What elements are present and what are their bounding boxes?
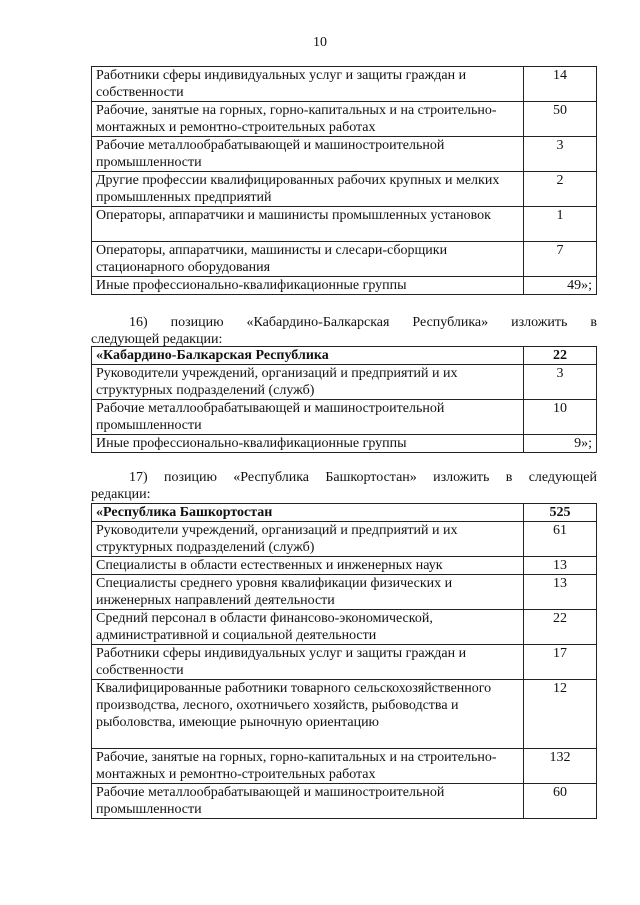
region-total: 525 xyxy=(524,504,597,522)
row-value: 12 xyxy=(524,680,597,749)
region-name: «Республика Башкортостан xyxy=(92,504,524,522)
table-row xyxy=(92,137,597,172)
table-row xyxy=(92,365,597,400)
row-label: Рабочие металлообрабатывающей и машиностроительной промышленности xyxy=(92,137,524,172)
table-row xyxy=(92,102,597,137)
table-row xyxy=(92,645,597,680)
item-17-paragraph xyxy=(91,469,597,503)
table-row xyxy=(92,207,597,242)
occupation-table-top xyxy=(91,66,597,295)
table-row xyxy=(92,784,597,819)
row-label: Работники сферы индивидуальных услуг и защиты граждан и собственности xyxy=(92,645,524,680)
row-label: Иные профессионально-квалификационные группы xyxy=(92,435,524,453)
table-row xyxy=(92,522,597,557)
row-value: 3 xyxy=(524,365,597,400)
table-header-row xyxy=(92,504,597,522)
table-header-row xyxy=(92,347,597,365)
row-label: Рабочие, занятые на горных, горно-капитальных и на строительно-монтажных и ремонтно-строительных работах xyxy=(92,102,524,137)
table-row xyxy=(92,400,597,435)
table-row xyxy=(92,67,597,102)
item-16-line-1: 16) позицию «Кабардино-Балкарская Республика» изложить в xyxy=(129,315,597,330)
row-value: 49»; xyxy=(524,277,597,295)
table-row xyxy=(92,680,597,749)
table-row xyxy=(92,435,597,453)
row-label: Специалисты среднего уровня квалификации физических и инженерных направлений деятельности xyxy=(92,575,524,610)
row-value: 17 xyxy=(524,645,597,680)
row-label: Рабочие металлообрабатывающей и машиностроительной промышленности xyxy=(92,784,524,819)
item-16-paragraph xyxy=(91,314,597,348)
row-value: 14 xyxy=(524,67,597,102)
table-row xyxy=(92,749,597,784)
table-row xyxy=(92,575,597,610)
table-row xyxy=(92,277,597,295)
row-value: 13 xyxy=(524,557,597,575)
row-value: 10 xyxy=(524,400,597,435)
row-label: Средний персонал в области финансово-экономической, административной и социальной деятельности xyxy=(92,610,524,645)
row-value: 3 xyxy=(524,137,597,172)
table-row xyxy=(92,242,597,277)
row-value: 50 xyxy=(524,102,597,137)
row-value: 13 xyxy=(524,575,597,610)
row-value: 132 xyxy=(524,749,597,784)
item-16-line-2: следующей редакции: xyxy=(91,332,223,347)
row-label: Рабочие металлообрабатывающей и машиностроительной промышленности xyxy=(92,400,524,435)
row-value: 9»; xyxy=(524,435,597,453)
table-row xyxy=(92,172,597,207)
row-label: Рабочие, занятые на горных, горно-капитальных и на строительно-монтажных и ремонтно-строительных работах xyxy=(92,749,524,784)
bashkortostan-table xyxy=(91,503,597,819)
row-label: Операторы, аппаратчики, машинисты и слесари-сборщики стационарного оборудования xyxy=(92,242,524,277)
table-row xyxy=(92,557,597,575)
row-value: 61 xyxy=(524,522,597,557)
row-label: Руководители учреждений, организаций и предприятий и их структурных подразделений (служб) xyxy=(92,522,524,557)
row-value: 60 xyxy=(524,784,597,819)
row-value: 22 xyxy=(524,610,597,645)
row-value: 1 xyxy=(524,207,597,242)
region-total: 22 xyxy=(524,347,597,365)
kabardino-balkaria-table xyxy=(91,346,597,453)
table-row xyxy=(92,610,597,645)
row-label: Специалисты в области естественных и инженерных наук xyxy=(92,557,524,575)
page-number: 10 xyxy=(313,35,327,50)
region-name: «Кабардино-Балкарская Республика xyxy=(92,347,524,365)
item-17-line-2: редакции: xyxy=(91,487,151,502)
row-value: 7 xyxy=(524,242,597,277)
row-label: Работники сферы индивидуальных услуг и защиты граждан и собственности xyxy=(92,67,524,102)
item-17-line-1: 17) позицию «Республика Башкортостан» изложить в следующей xyxy=(129,470,597,485)
row-label: Иные профессионально-квалификационные группы xyxy=(92,277,524,295)
row-label: Другие профессии квалифицированных рабочих крупных и мелких промышленных предприятий xyxy=(92,172,524,207)
row-value: 2 xyxy=(524,172,597,207)
row-label: Операторы, аппаратчики и машинисты промышленных установок xyxy=(92,207,524,242)
row-label: Квалифицированные работники товарного сельскохозяйственного производства, лесного, охотничьего хозяйств, рыбоводства и рыболовства, имеющие рыночную ориентацию xyxy=(92,680,524,749)
row-label: Руководители учреждений, организаций и предприятий и их структурных подразделений (служб) xyxy=(92,365,524,400)
